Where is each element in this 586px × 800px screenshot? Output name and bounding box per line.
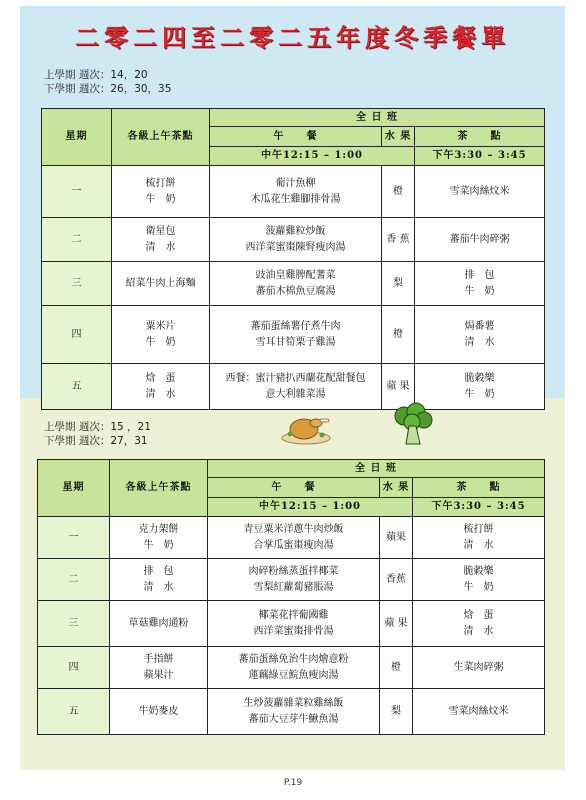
am-snack-header: 各級上午茶點 [110,460,208,517]
lunch-cell [208,517,380,559]
weekday-cell [38,601,110,647]
weekday-cell-line: 二 [71,233,82,245]
am-snack-cell-line: 牛 奶 [145,336,176,348]
fruit-cell [380,517,413,559]
lunch-cell-line: 雪耳甘筍栗子雞湯 [255,336,336,348]
broccoli-icon [392,402,434,446]
lunch-cell-line: 肉碎粉絲蒸蛋拌椰菜 [248,565,339,577]
pm-snack-cell-line: 牛 奶 [464,388,495,400]
lunch-cell [208,647,380,689]
am-snack-cell [112,306,210,364]
fruit-cell [380,689,413,735]
lunch-cell-line: 蕃茄蛋絲薯仔煮牛肉 [250,320,341,332]
full-day-header: 全 日 班 [208,460,545,478]
page-number: P.19 [283,778,303,788]
weekday-cell [42,364,112,410]
pm-snack-cell-line: 脆穀樂 [464,372,495,384]
pm-snack-cell-line: 梳打餅 [463,523,494,535]
fruit-cell-line: 香 蕉 [386,233,410,245]
pm-snack-cell-line: 清 水 [463,539,494,551]
fruit-cell-line: 蘋 果 [384,617,408,629]
weekday-cell [38,559,110,601]
lunch-cell-line: 蕃茄蛋絲免治牛肉燴意粉 [238,653,349,665]
fruit-cell-line: 橙 [393,185,403,197]
fruit-cell [382,166,415,218]
lunch-cell-line: 蕃茄大豆芽牛鰍魚湯 [248,713,339,725]
pm-snack-cell-line: 牛 奶 [463,581,494,593]
weekday-cell [42,166,112,218]
lunch-cell-line: 菠蘿雞粒炒飯 [265,225,326,237]
lunch-header: 午 餐 [210,127,382,147]
lunch-cell-line: 葡汁魚柳 [275,177,316,189]
am-snack-cell-line: 牛 奶 [143,539,174,551]
pm-snack-cell-line: 雪菜肉絲炆米 [448,705,509,717]
table-row [42,306,545,364]
week-info-1 [44,68,171,96]
fruit-cell-line: 梨 [393,277,403,289]
lunch-cell [208,601,380,647]
pm-snack-cell [413,689,545,735]
pm-snack-cell-line: 清 水 [464,336,495,348]
fruit-header: 水 果 [380,478,413,498]
lunch-cell-line: 生炒菠蘿雜菜粒雞絲飯 [243,697,344,709]
am-snack-cell-line: 清 水 [145,241,176,253]
am-snack-cell [112,166,210,218]
table-row [38,689,545,735]
table-row [42,262,545,306]
pm-snack-cell [415,306,545,364]
lunch-cell [208,689,380,735]
weekday-cell [38,689,110,735]
pm-time: 下午3:30 – 3:45 [415,147,545,166]
am-snack-cell-line: 清 水 [145,388,176,400]
am-snack-cell [112,262,210,306]
weekday-cell-line: 四 [71,328,82,340]
fruit-cell [380,559,413,601]
lunch-cell [210,262,382,306]
am-snack-cell-line: 梳打餅 [145,177,176,189]
week-info-2 [44,420,151,448]
table-row [42,166,545,218]
weekday-cell-line: 一 [68,531,79,543]
am-snack-cell [112,218,210,262]
pm-snack-cell-line: 雪菜肉絲炆米 [449,185,510,197]
am-snack-cell-line: 克力架餅 [138,523,179,535]
pm-snack-cell [415,218,545,262]
am-snack-cell-line: 蘋果汁 [143,669,174,681]
table-row [38,517,545,559]
weekday-cell [38,647,110,689]
pm-snack-cell-line: 生菜肉碎粥 [453,661,504,673]
weekday-cell [42,262,112,306]
am-snack-cell-line: 草菇雞肉通粉 [128,617,189,629]
lunch-cell [208,559,380,601]
menu-table-1 [41,108,545,410]
am-snack-cell-line: 牛 奶 [145,193,176,205]
am-snack-cell-line: 牛奶麥皮 [138,705,179,717]
pm-snack-header: 茶 點 [413,478,545,498]
weekday-cell-line: 五 [68,705,79,717]
weekday-cell-line: 四 [68,661,79,673]
menu-table-2 [37,459,545,735]
weekday-cell [42,306,112,364]
term2-weeks: 下學期 週次：27，31 [44,435,148,447]
lunch-cell-line: 西洋菜蜜棗排骨湯 [253,625,334,637]
lunch-cell-line: 青豆粟米洋蔥牛肉炒飯 [243,523,344,535]
fruit-cell [382,306,415,364]
term1-weeks: 上學期 週次：14，20 [44,69,148,81]
weekday-cell-line: 二 [68,573,79,585]
am-snack-cell [110,559,208,601]
pm-snack-cell-line: 焓 蛋 [463,609,494,621]
pm-snack-cell [415,166,545,218]
pm-snack-cell [413,517,545,559]
table-row [38,647,545,689]
lunch-cell-line: 西餐：蜜汁豬扒西蘭花配甜餐包 [225,372,366,384]
fruit-cell [382,262,415,306]
lunch-cell [210,218,382,262]
am-snack-cell [110,517,208,559]
pm-snack-cell [413,559,545,601]
pm-snack-header: 茶 點 [415,127,545,147]
am-snack-cell [110,647,208,689]
am-snack-cell [112,364,210,410]
am-snack-cell-line: 焓 蛋 [145,372,176,384]
pm-snack-cell [415,262,545,306]
lunch-cell-line: 意大利雜菜湯 [265,388,326,400]
fruit-cell-line: 橙 [393,328,403,340]
fruit-cell-line: 蘋 果 [386,380,410,392]
fruit-header: 水 果 [382,127,415,147]
fruit-cell [380,601,413,647]
lunch-cell-line: 合掌瓜蜜棗瘦肉湯 [253,539,334,551]
fruit-cell-line: 橙 [391,661,401,673]
table-row [42,364,545,410]
am-snack-cell [110,689,208,735]
fruit-cell-line: 蘋果 [386,531,406,543]
weekday-cell-line: 三 [68,617,79,629]
lunch-cell [210,364,382,410]
pm-snack-cell-line: 焗番薯 [464,320,495,332]
pm-snack-cell-line: 排 包 [464,269,495,281]
lunch-cell [210,166,382,218]
weekday-cell [42,218,112,262]
pm-time: 下午3:30 – 3:45 [413,498,545,517]
pm-snack-cell-line: 脆穀樂 [463,565,494,577]
lunch-cell-line: 木瓜花生雞腳排骨湯 [250,193,341,205]
am-snack-cell [110,601,208,647]
pm-snack-cell [413,647,545,689]
lunch-time: 中午12:15 – 1:00 [210,147,415,166]
full-day-header: 全 日 班 [210,109,545,127]
lunch-cell-line: 椰菜花拌葡國雞 [258,609,329,621]
weekday-cell-line: 五 [71,380,82,392]
weekday-header: 星期 [38,460,110,517]
fruit-cell [380,647,413,689]
am-snack-cell-line: 粟米片 [145,320,176,332]
lunch-time: 中午12:15 – 1:00 [208,498,413,517]
weekday-cell [38,517,110,559]
pm-snack-cell [415,364,545,410]
pm-snack-cell-line: 蕃茄牛肉碎粥 [449,233,510,245]
fruit-cell [382,218,415,262]
term1-weeks: 上學期 週次：15 ，21 [44,421,151,433]
table-row [38,601,545,647]
am-snack-cell-line: 紹菜牛肉上海麵 [125,277,196,289]
lunch-header: 午 餐 [208,478,380,498]
page-title: 二零二四至二零二五年度冬季餐單 [75,24,510,52]
weekday-cell-line: 一 [71,185,82,197]
weekday-header: 星期 [42,109,112,166]
table-row [42,218,545,262]
lunch-cell-line: 豉油皇雞脾配蓍菜 [255,269,336,281]
lunch-cell-line: 蕃茄木棉魚豆腐湯 [255,285,336,297]
lunch-cell-line: 蓮藕綠豆鯇魚瘦肉湯 [248,669,339,681]
table-row [38,559,545,601]
lunch-cell-line: 西洋菜蜜棗陳腎瘦肉湯 [245,241,346,253]
lunch-cell-line: 雪梨紅蘿蔔豬脹湯 [253,581,334,593]
am-snack-header: 各級上午茶點 [112,109,210,166]
term2-weeks: 下學期 週次：26，30，35 [44,83,172,95]
fruit-cell-line: 香蕉 [386,573,406,585]
am-snack-cell-line: 清 水 [143,581,174,593]
am-snack-cell-line: 衛星包 [145,225,176,237]
pm-snack-cell-line: 牛 奶 [464,285,495,297]
am-snack-cell-line: 排 包 [143,565,174,577]
lunch-cell [210,306,382,364]
pm-snack-cell-line: 清 水 [463,625,494,637]
roast-chicken-icon [280,408,332,446]
weekday-cell-line: 三 [71,277,82,289]
pm-snack-cell [413,601,545,647]
am-snack-cell-line: 手指餅 [143,653,174,665]
fruit-cell-line: 梨 [391,705,401,717]
